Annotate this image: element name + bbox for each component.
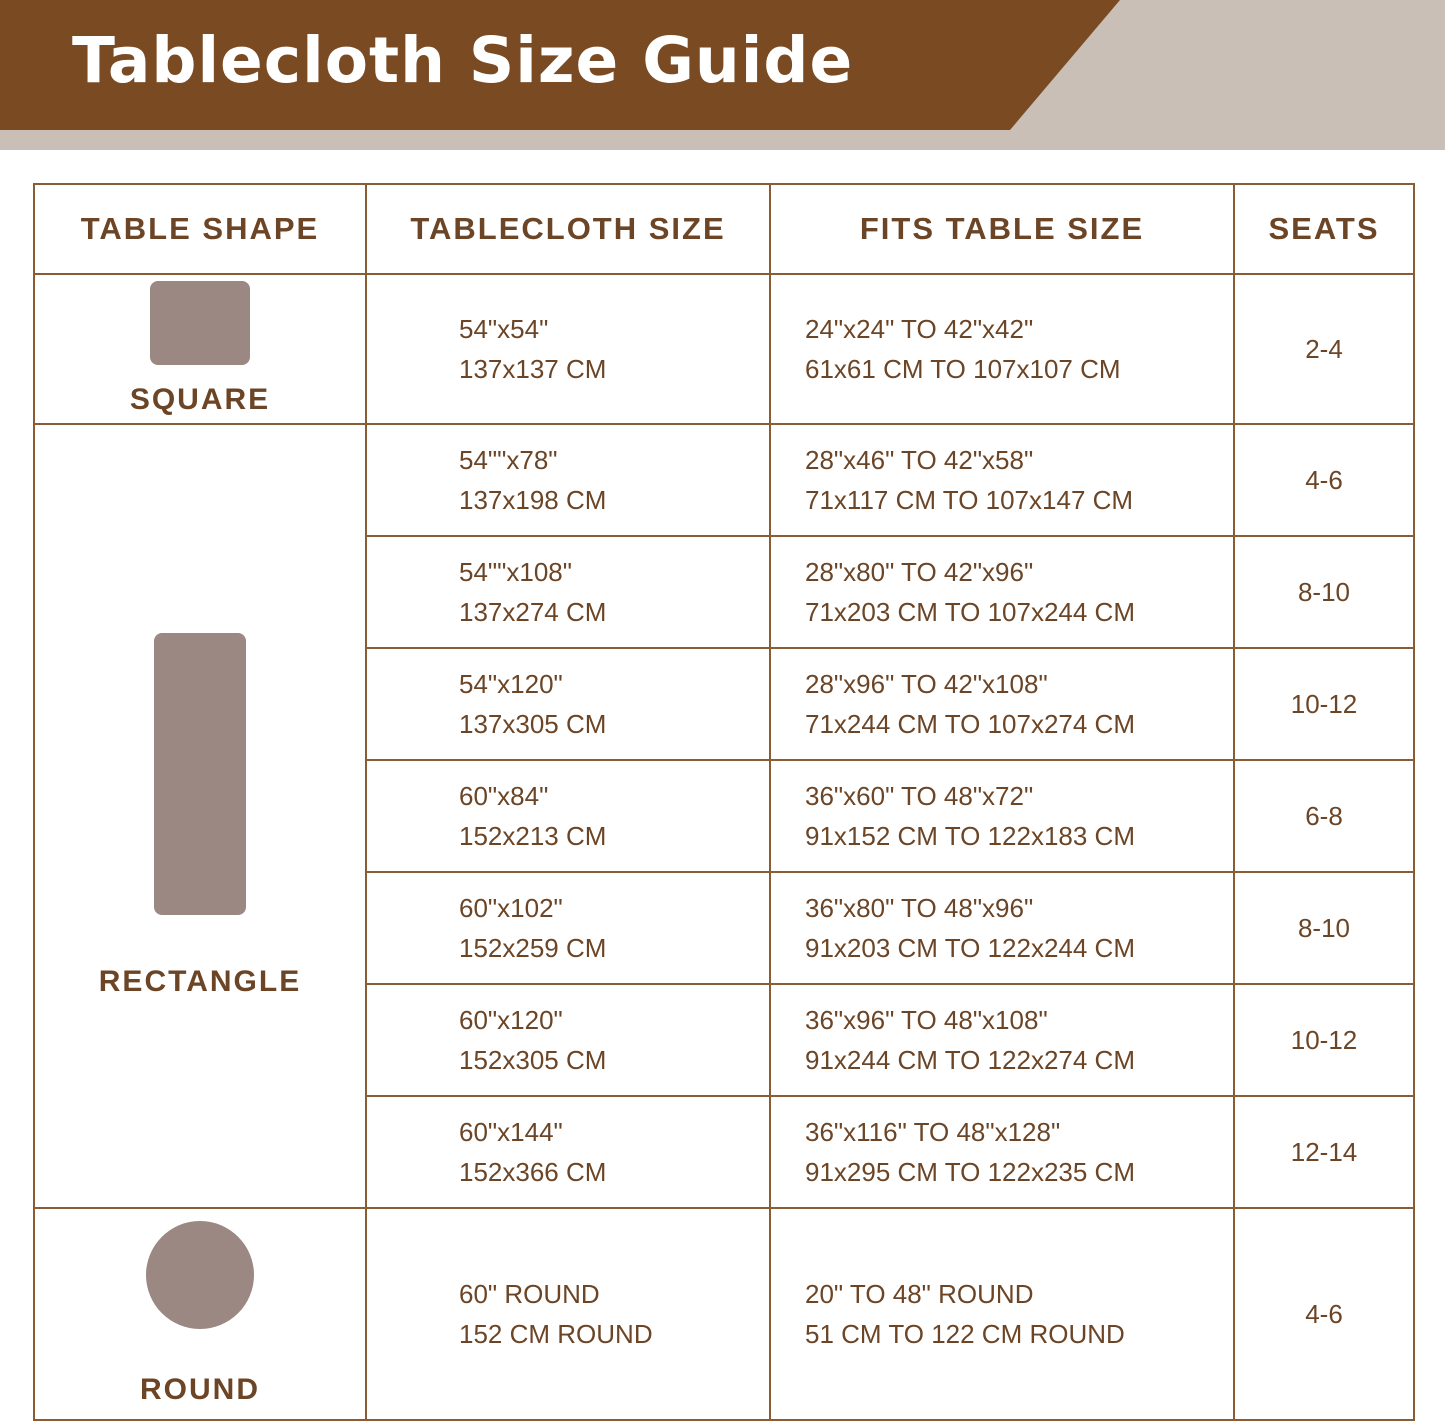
fits-table-size-cell bbox=[770, 872, 1234, 984]
seats-cell: 4-6 bbox=[1234, 424, 1414, 536]
tablecloth-size-cell bbox=[366, 1096, 770, 1208]
tablecloth-size-cell bbox=[366, 424, 770, 536]
size-inches: 60"x120" bbox=[459, 1004, 563, 1035]
tablecloth-size-cell bbox=[366, 760, 770, 872]
fits-inches: 36"x116" TO 48"x128" bbox=[805, 1116, 1061, 1147]
size-inches: 54""x78" bbox=[459, 444, 558, 475]
size-guide-table bbox=[33, 183, 1415, 1421]
column-header-fits-table-size: FITS TABLE SIZE bbox=[770, 184, 1234, 274]
seats-cell: 8-10 bbox=[1234, 872, 1414, 984]
shape-cell-round bbox=[34, 1208, 366, 1420]
table-row bbox=[34, 424, 1414, 536]
size-inches: 60"x144" bbox=[459, 1116, 563, 1147]
tablecloth-size-cell bbox=[366, 274, 770, 424]
fits-inches: 28"x80" TO 42"x96" bbox=[805, 556, 1034, 587]
fits-inches: 28"x46" TO 42"x58" bbox=[805, 444, 1034, 475]
size-inches: 60"x102" bbox=[459, 892, 563, 923]
fits-table-size-cell bbox=[770, 648, 1234, 760]
size-cm: 152 CM ROUND bbox=[459, 1319, 653, 1349]
fits-table-size-cell bbox=[770, 1096, 1234, 1208]
fits-cm: 91x203 CM TO 122x244 CM bbox=[805, 933, 1135, 963]
shape-label-rectangle: RECTANGLE bbox=[98, 965, 302, 998]
table-header bbox=[34, 184, 1414, 274]
shape-label-square: SQUARE bbox=[129, 383, 271, 416]
fits-cm: 91x244 CM TO 122x274 CM bbox=[805, 1045, 1135, 1075]
fits-cm: 91x295 CM TO 122x235 CM bbox=[805, 1157, 1135, 1187]
size-cm: 137x137 CM bbox=[459, 354, 607, 384]
column-header-tablecloth-size: TABLECLOTH SIZE bbox=[366, 184, 770, 274]
page-title: Tablecloth Size Guide bbox=[72, 24, 854, 97]
fits-table-size-cell bbox=[770, 984, 1234, 1096]
fits-cm: 71x203 CM TO 107x244 CM bbox=[805, 597, 1135, 627]
column-header-table-shape: TABLE SHAPE bbox=[34, 184, 366, 274]
column-header-seats: SEATS bbox=[1234, 184, 1414, 274]
size-guide-table-wrapper bbox=[33, 183, 1413, 1406]
tablecloth-size-cell bbox=[366, 536, 770, 648]
rectangle-swatch-icon bbox=[154, 633, 246, 915]
fits-table-size-cell bbox=[770, 536, 1234, 648]
fits-inches: 36"x80" TO 48"x96" bbox=[805, 892, 1034, 923]
table-header-row bbox=[34, 184, 1414, 274]
shape-label-round: ROUND bbox=[140, 1373, 260, 1406]
size-inches: 54"x54" bbox=[459, 313, 549, 344]
tablecloth-size-cell bbox=[366, 648, 770, 760]
fits-table-size-cell bbox=[770, 1208, 1234, 1420]
seats-cell: 8-10 bbox=[1234, 536, 1414, 648]
fits-table-size-cell bbox=[770, 424, 1234, 536]
size-inches: 60"x84" bbox=[459, 780, 549, 811]
fits-inches: 28"x96" TO 42"x108" bbox=[805, 668, 1048, 699]
header-band-slant bbox=[1010, 0, 1120, 130]
table-row bbox=[34, 1208, 1414, 1420]
fits-inches: 24"x24" TO 42"x42" bbox=[805, 313, 1034, 344]
size-cm: 137x274 CM bbox=[459, 597, 607, 627]
square-swatch-icon bbox=[150, 281, 250, 365]
fits-table-size-cell bbox=[770, 760, 1234, 872]
seats-cell: 12-14 bbox=[1234, 1096, 1414, 1208]
fits-cm: 61x61 CM TO 107x107 CM bbox=[805, 354, 1121, 384]
size-cm: 152x259 CM bbox=[459, 933, 607, 963]
size-inches: 54""x108" bbox=[459, 556, 572, 587]
size-inches: 54"x120" bbox=[459, 668, 563, 699]
fits-table-size-cell bbox=[770, 274, 1234, 424]
shape-cell-rectangle bbox=[34, 424, 366, 1208]
fits-cm: 71x117 CM TO 107x147 CM bbox=[805, 485, 1134, 515]
fits-cm: 71x244 CM TO 107x274 CM bbox=[805, 709, 1135, 739]
fits-inches: 36"x96" TO 48"x108" bbox=[805, 1004, 1048, 1035]
circle-swatch-icon bbox=[146, 1221, 254, 1329]
fits-cm: 51 CM TO 122 CM ROUND bbox=[805, 1319, 1125, 1349]
fits-cm: 91x152 CM TO 122x183 CM bbox=[805, 821, 1135, 851]
size-inches: 60" ROUND bbox=[459, 1278, 600, 1309]
size-cm: 152x305 CM bbox=[459, 1045, 607, 1075]
page-header bbox=[0, 0, 1445, 150]
table-row bbox=[34, 274, 1414, 424]
seats-cell: 4-6 bbox=[1234, 1208, 1414, 1420]
seats-cell: 2-4 bbox=[1234, 274, 1414, 424]
fits-inches: 20" TO 48" ROUND bbox=[805, 1278, 1034, 1309]
table-body bbox=[34, 274, 1414, 1420]
fits-inches: 36"x60" TO 48"x72" bbox=[805, 780, 1034, 811]
size-cm: 137x198 CM bbox=[459, 485, 607, 515]
shape-cell-square bbox=[34, 274, 366, 424]
tablecloth-size-cell bbox=[366, 872, 770, 984]
seats-cell: 10-12 bbox=[1234, 984, 1414, 1096]
seats-cell: 6-8 bbox=[1234, 760, 1414, 872]
size-cm: 152x366 CM bbox=[459, 1157, 607, 1187]
tablecloth-size-cell bbox=[366, 984, 770, 1096]
header-underline bbox=[0, 130, 1445, 150]
seats-cell: 10-12 bbox=[1234, 648, 1414, 760]
tablecloth-size-cell bbox=[366, 1208, 770, 1420]
size-cm: 137x305 CM bbox=[459, 709, 607, 739]
size-cm: 152x213 CM bbox=[459, 821, 607, 851]
